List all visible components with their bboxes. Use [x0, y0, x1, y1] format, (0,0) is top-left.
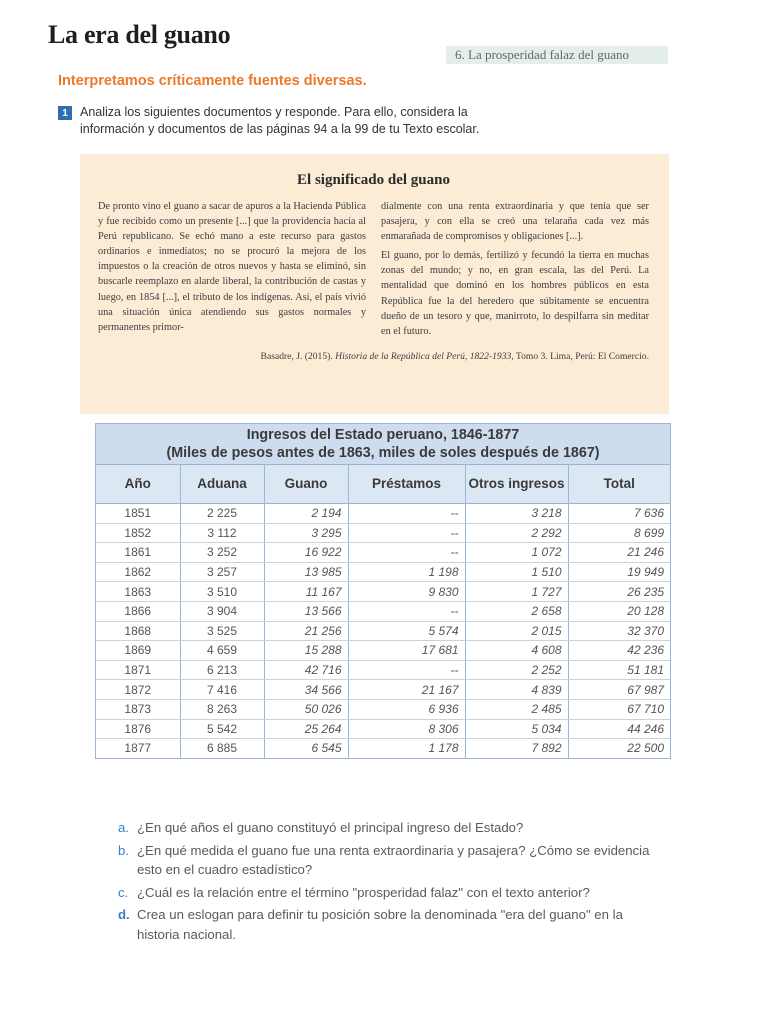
citation-author: Basadre, J. (2015).: [260, 350, 336, 362]
table-cell: 5 034: [465, 719, 568, 739]
section-subtitle: Interpretamos críticamente fuentes diversas.: [58, 73, 367, 89]
table-cell: 42 716: [264, 660, 348, 680]
question-item: [118, 818, 658, 838]
table-cell: 1 072: [465, 543, 568, 563]
table-row: [96, 641, 670, 661]
table-cell: 4 839: [465, 680, 568, 700]
table-cell: 67 710: [568, 699, 670, 719]
table-cell: 9 830: [348, 582, 465, 602]
table-cell: 1876: [96, 719, 180, 739]
table-caption-units: (Miles de pesos antes de 1863, miles de soles después de 1867): [166, 444, 600, 461]
table-cell: 6 936: [348, 699, 465, 719]
source-paragraph: El guano, por lo demás, fertilizó y fecundó la tierra en muchas zonas del mundo; y no, en gran escala, las del Perú. La mentalidad que dominó en los hombres públicos en esta República fue la del heredero que súbitamente se encuentra dueño de un tesoro y que, manirroto, lo despilfarra sin meditar en el futuro.: [381, 250, 649, 337]
table-cell: 26 235: [568, 582, 670, 602]
table-cell: 4 608: [465, 641, 568, 661]
question-text: ¿Cuál es la relación entre el término "prosperidad falaz" con el texto anterior?: [137, 884, 590, 900]
table-cell: 4 659: [180, 641, 264, 661]
table-cell: 6 545: [264, 739, 348, 758]
table-cell: 51 181: [568, 660, 670, 680]
source-citation: [98, 351, 649, 362]
table-row: [96, 582, 670, 602]
revenue-table: [96, 465, 670, 758]
column-header: Préstamos: [348, 465, 465, 504]
table-cell: 3 112: [180, 523, 264, 543]
table-row: [96, 504, 670, 524]
question-text: ¿En qué años el guano constituyó el principal ingreso del Estado?: [137, 820, 524, 835]
table-cell: 16 922: [264, 543, 348, 563]
table-cell: 1 198: [348, 562, 465, 582]
table-cell: 3 510: [180, 582, 264, 602]
source-title: El significado del guano: [297, 172, 450, 188]
table-cell: 5 542: [180, 719, 264, 739]
table-cell: 3 252: [180, 543, 264, 563]
question-text: ¿En qué medida el guano fue una renta extraordinaria y pasajera? ¿Cómo se evidencia esto en el cuadro estadístico?: [137, 842, 650, 877]
column-header: Aduana: [180, 465, 264, 504]
question-item: [118, 841, 658, 880]
table-cell: 34 566: [264, 680, 348, 700]
table-cell: 1 510: [465, 562, 568, 582]
table-cell: 2 015: [465, 621, 568, 641]
question-text: Crea un eslogan para definir tu posición sobre la denominada "era del guano" en la historia nacional.: [137, 907, 623, 942]
table-cell: 5 574: [348, 621, 465, 641]
table-cell: 13 985: [264, 562, 348, 582]
table-cell: --: [348, 601, 465, 621]
table-row: [96, 739, 670, 758]
table-cell: 6 885: [180, 739, 264, 758]
table-cell: 17 681: [348, 641, 465, 661]
source-paragraph: De pronto vino el guano a sacar de apuros a la Hacienda Pública y fue recibido como un presente [...] que la providencia hacía al Perú republicano. Se echó mano a este recurso para gastos ordinarios e inmediatos; no se procuró la mejora de los impuestos o la creación de otros nuevos y hasta se eliminó, sin buscarle reemplazo en alarde liberal, la contribución de castas y luego, en 1854 [...], el tributo de los indígenas. Así, el país vivió una situación única atendiendo sus gastos normales y permanentes primor-: [98, 201, 366, 333]
table-cell: 3 525: [180, 621, 264, 641]
question-item: [118, 905, 658, 944]
table-cell: 11 167: [264, 582, 348, 602]
table-cell: 1862: [96, 562, 180, 582]
table-row: [96, 601, 670, 621]
table-cell: 2 292: [465, 523, 568, 543]
table-cell: 1 727: [465, 582, 568, 602]
instruction-text: Analiza los siguientes documentos y responde. Para ello, considera la información y documentos de las páginas 94 a la 99 de tu Texto escolar.: [80, 105, 480, 136]
table-cell: --: [348, 523, 465, 543]
table-cell: 15 288: [264, 641, 348, 661]
table-cell: 1863: [96, 582, 180, 602]
table-cell: 50 026: [264, 699, 348, 719]
table-row: [96, 523, 670, 543]
table-cell: 1877: [96, 739, 180, 758]
table-cell: 2 225: [180, 504, 264, 524]
activity-number-badge: 1: [58, 106, 72, 120]
questions-list: [118, 818, 658, 947]
page-title: La era del guano: [48, 20, 231, 49]
chapter-tag: 6. La prosperidad falaz del guano: [446, 46, 668, 64]
source-paragraph: dialmente con una renta extraordinaria y que tenía que ser pasajera, y con ella se creó una telaraña cada vez más enmarañada de compromisos y obligaciones [...].: [381, 201, 649, 243]
table-cell: --: [348, 660, 465, 680]
table-row: [96, 621, 670, 641]
table-cell: 8 263: [180, 699, 264, 719]
table-header-row: [96, 465, 670, 504]
table-cell: 2 485: [465, 699, 568, 719]
table-cell: 1869: [96, 641, 180, 661]
table-cell: 8 306: [348, 719, 465, 739]
table-cell: 1866: [96, 601, 180, 621]
table-cell: 7 892: [465, 739, 568, 758]
table-cell: 6 213: [180, 660, 264, 680]
table-cell: 7 416: [180, 680, 264, 700]
table-row: [96, 562, 670, 582]
table-cell: 20 128: [568, 601, 670, 621]
table-cell: 3 904: [180, 601, 264, 621]
table-row: [96, 680, 670, 700]
question-letter: c.: [118, 884, 129, 900]
table-cell: 1872: [96, 680, 180, 700]
table-cell: 67 987: [568, 680, 670, 700]
table-row: [96, 699, 670, 719]
table-cell: 44 246: [568, 719, 670, 739]
table-cell: 1871: [96, 660, 180, 680]
column-header: Total: [568, 465, 670, 504]
question-letter: b.: [118, 842, 129, 858]
table-cell: 19 949: [568, 562, 670, 582]
revenue-table-container: [95, 423, 671, 759]
table-cell: 25 264: [264, 719, 348, 739]
table-cell: 1873: [96, 699, 180, 719]
table-cell: 7 636: [568, 504, 670, 524]
table-caption: [96, 424, 670, 465]
column-header: Otros ingresos: [465, 465, 568, 504]
table-cell: 3 295: [264, 523, 348, 543]
table-cell: 3 257: [180, 562, 264, 582]
source-column-left: [98, 199, 366, 343]
table-cell: 3 218: [465, 504, 568, 524]
table-cell: 21 256: [264, 621, 348, 641]
column-header: Año: [96, 465, 180, 504]
table-cell: 2 658: [465, 601, 568, 621]
table-row: [96, 543, 670, 563]
citation-work: Historia de la República del Perú, 1822-1933,: [335, 350, 514, 362]
table-cell: 42 236: [568, 641, 670, 661]
table-cell: 32 370: [568, 621, 670, 641]
table-cell: 1 178: [348, 739, 465, 758]
table-cell: 2 252: [465, 660, 568, 680]
table-cell: 21 246: [568, 543, 670, 563]
question-letter: d.: [118, 907, 130, 922]
table-row: [96, 660, 670, 680]
source-columns: [98, 199, 649, 343]
table-cell: 1868: [96, 621, 180, 641]
table-cell: 22 500: [627, 741, 664, 756]
table-caption-title: Ingresos del Estado peruano, 1846-1877: [246, 427, 520, 443]
table-cell: 21 167: [348, 680, 465, 700]
citation-publisher: Tomo 3. Lima, Perú: El Comercio.: [513, 350, 649, 362]
source-document-box: [80, 154, 669, 414]
column-header: Guano: [264, 465, 348, 504]
table-cell: 8 699: [568, 523, 670, 543]
table-cell: 1852: [96, 523, 180, 543]
table-cell: 13 566: [264, 601, 348, 621]
table-cell: --: [348, 504, 465, 524]
question-letter: a.: [118, 820, 129, 835]
table-body: [96, 504, 670, 758]
source-column-right: [381, 199, 649, 343]
table-row: [96, 719, 670, 739]
table-cell: --: [348, 543, 465, 563]
instruction: [58, 104, 528, 138]
table-cell: 2 194: [264, 504, 348, 524]
table-cell: 1851: [96, 504, 180, 524]
question-item: [118, 883, 658, 903]
table-cell: 1861: [96, 543, 180, 563]
